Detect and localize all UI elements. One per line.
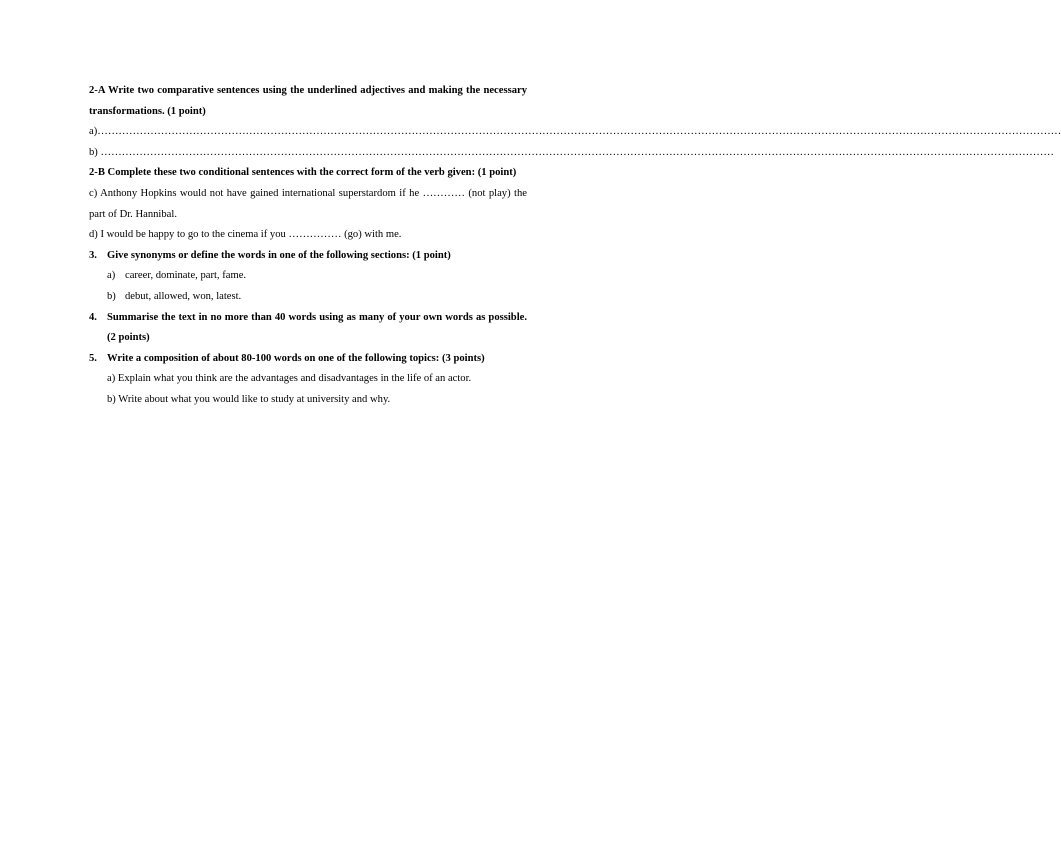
answer-line-b: b) ……………………………………………………………………………………………………………………………………………………………………………………………………………………………………………… bbox=[89, 146, 1054, 158]
section-3-number: 3. bbox=[89, 249, 97, 261]
section-3-heading bbox=[89, 246, 527, 267]
answer-line-a: a)………………………………………………………………………………………………………………………………………………………………………………………………………………………………………………… bbox=[89, 126, 1061, 138]
section-2b-heading: 2-B Complete these two conditional sentences with the correct form of the verb given: (1 point) bbox=[89, 167, 517, 179]
section-5-heading-text: Write a composition of about 80-100 words on one of the following topics: (3 points) bbox=[107, 352, 485, 364]
section-4-heading-text: Summarise the text in no more than 40 words using as many of your own words as possible. (2 points) bbox=[107, 311, 527, 344]
exam-page bbox=[89, 81, 1061, 411]
section-3-heading-text: Give synonyms or define the words in one of the following sections: (1 point) bbox=[107, 249, 451, 261]
section-2a-heading: 2-A Write two comparative sentences using the underlined adjectives and making the necessary transformations. (1 point) bbox=[89, 85, 527, 117]
list-item-text: career, dominate, part, fame. bbox=[125, 270, 247, 282]
sentence-d: d) I would be happy to go to the cinema if you …………… (go) with me. bbox=[89, 229, 402, 241]
topic-b: b) Write about what you would like to study at university and why. bbox=[107, 393, 391, 405]
list-item-letter: b) bbox=[107, 290, 116, 302]
section-4-heading bbox=[89, 308, 527, 349]
list-item bbox=[89, 266, 527, 287]
section-4-number: 4. bbox=[89, 311, 97, 323]
list-item-letter: a) bbox=[107, 270, 116, 282]
list-item bbox=[89, 287, 527, 308]
section-5-heading bbox=[89, 349, 527, 370]
list-item-text: debut, allowed, won, latest. bbox=[125, 290, 242, 302]
section-5-number: 5. bbox=[89, 352, 97, 364]
topic-a: a) Explain what you think are the advantages and disadvantages in the life of an actor. bbox=[107, 373, 472, 385]
sentence-c: c) Anthony Hopkins would not have gained international superstardom if he ………… (not play) the part of Dr. Hannibal. bbox=[89, 187, 527, 220]
